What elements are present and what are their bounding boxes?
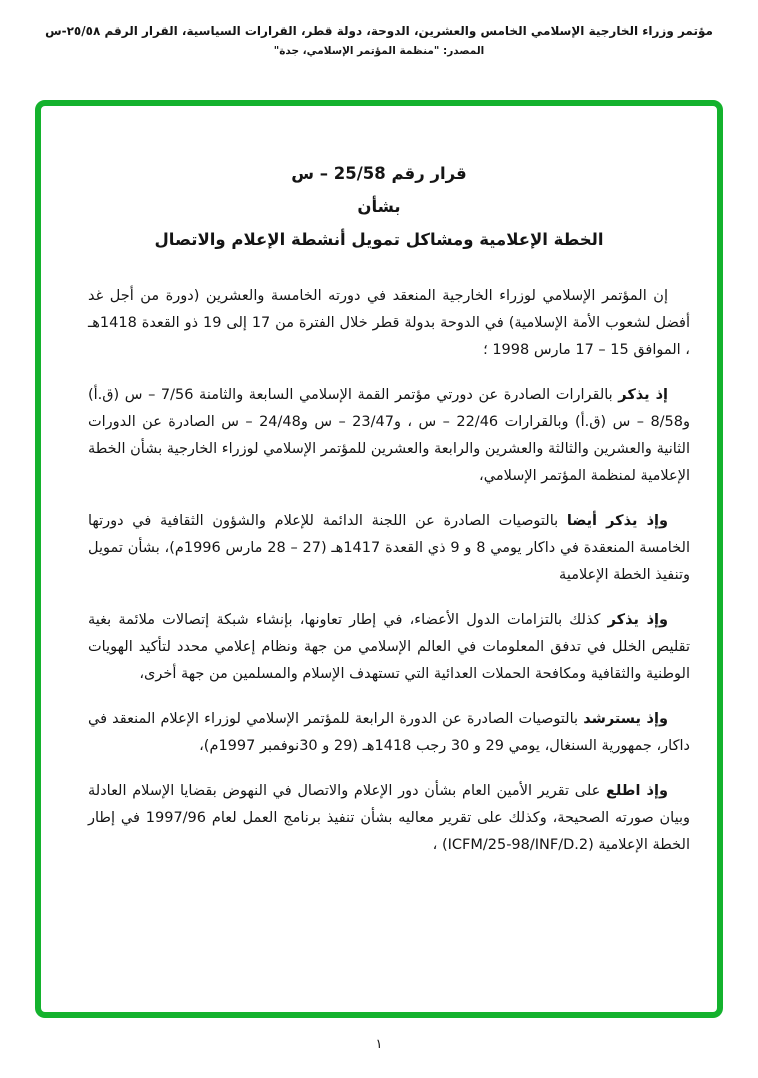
paragraph-text: على تقرير الأمين العام بشأن دور الإعلام والاتصال في النهوض بقضايا الإسلام العادلة وبيان صورته الصحيحة، وكذلك على تقرير معاليه بشأن تنفيذ برنامج العمل لعام 1997/96 في إطار الخطة الإعلامية (ICFM/25-98/INF/D.2) ، [88,783,690,853]
paragraph-lead: وإذ يذكر [607,612,668,628]
paragraph-preamble [88,283,690,364]
paragraph-lead: وإذ يسترشد [583,711,668,727]
header-publisher-line: المصدر: "منظمة المؤتمر الإسلامي، جدة" [273,45,485,57]
paragraph-lead: إذ يذكر [618,387,669,403]
paragraph-lead: وإذ اطلع [605,783,668,799]
resolution-number: قرار رقم 25/58 – س [291,164,467,183]
paragraph-having-examined [88,778,690,859]
paragraph-text: بالقرارات الصادرة عن دورتي مؤتمر القمة الإسلامي السابعة والثامنة 7/56 – س (ق.أ) و8/58 – س (ق.أ) وبالقرارات 22/46 – س ، و23/47 – س و24/48 – س الصادرة عن الدورات الثانية والعشرين والثالثة والعشرين والرابعة والعشرين للمؤتمر الإسلامي لوزراء الخارجية بشأن الخطة الإعلامية لمنظمة المؤتمر الإسلامي، [88,387,691,484]
paragraph-text: بالتوصيات الصادرة عن الدورة الرابعة للمؤتمر الإسلامي لوزراء الإعلام المنعقد في داكار، جمهورية السنغال، يومي 29 و 30 رجب 1418هـ (29 و 30نوفمبر 1997م)، [88,711,690,754]
paragraph-text: بالتوصيات الصادرة عن اللجنة الدائمة للإعلام والشؤون الثقافية في دورتها الخامسة المنعقدة في داكار يومي 8 و 9 ذي القعدة 1417هـ (27 – 28 مارس 1996م)، بشأن تمويل وتنفيذ الخطة الإعلامية [88,513,690,583]
header-source-line: مؤتمر وزراء الخارجية الإسلامي الخامس والعشرين، الدوحة، دولة قطر، القرارات السياسية، القرار الرقم ٢٥/٥٨-س [45,24,713,38]
page-header [0,24,758,57]
paragraph-guided-by [88,706,690,760]
paragraph-text: كذلك بالتزامات الدول الأعضاء، في إطار تعاونها، بإنشاء شبكة إتصالات ملائمة بغية تقليص الخلل في تدفق المعلومات في العالم الإسلامي من جهة ونظام إعلامي محدد لتأكيد الهويات الوطنية والثقافية ومكافحة الحملات العدائية التي تستهدف الإسلام والمسلمين من جهة أخرى، [88,612,690,682]
paragraph-lead: وإذ يذكر أيضا [566,513,668,529]
document-border-frame [35,100,723,1018]
paragraph-recalling-also [88,508,690,589]
paragraph-recalling [88,382,690,490]
resolution-subject: الخطة الإعلامية ومشاكل تمويل أنشطة الإعلام والاتصال [154,230,604,249]
page-footer [0,1037,758,1052]
paragraph-text: إن المؤتمر الإسلامي لوزراء الخارجية المنعقد في دورته الخامسة والعشرين (دورة من أجل غد أفضل لشعوب الأمة الإسلامية) في الدوحة بدولة قطر خلال الفترة من 17 إلى 19 ذو القعدة 1418هـ ، الموافق 15 – 17 مارس 1998 ؛ [88,288,690,358]
resolution-body [88,283,690,859]
paragraph-recalling-further [88,607,690,688]
page-number: ١ [375,1037,383,1052]
resolution-title-block [41,164,717,249]
resolution-regarding-label: بشأن [357,197,401,216]
